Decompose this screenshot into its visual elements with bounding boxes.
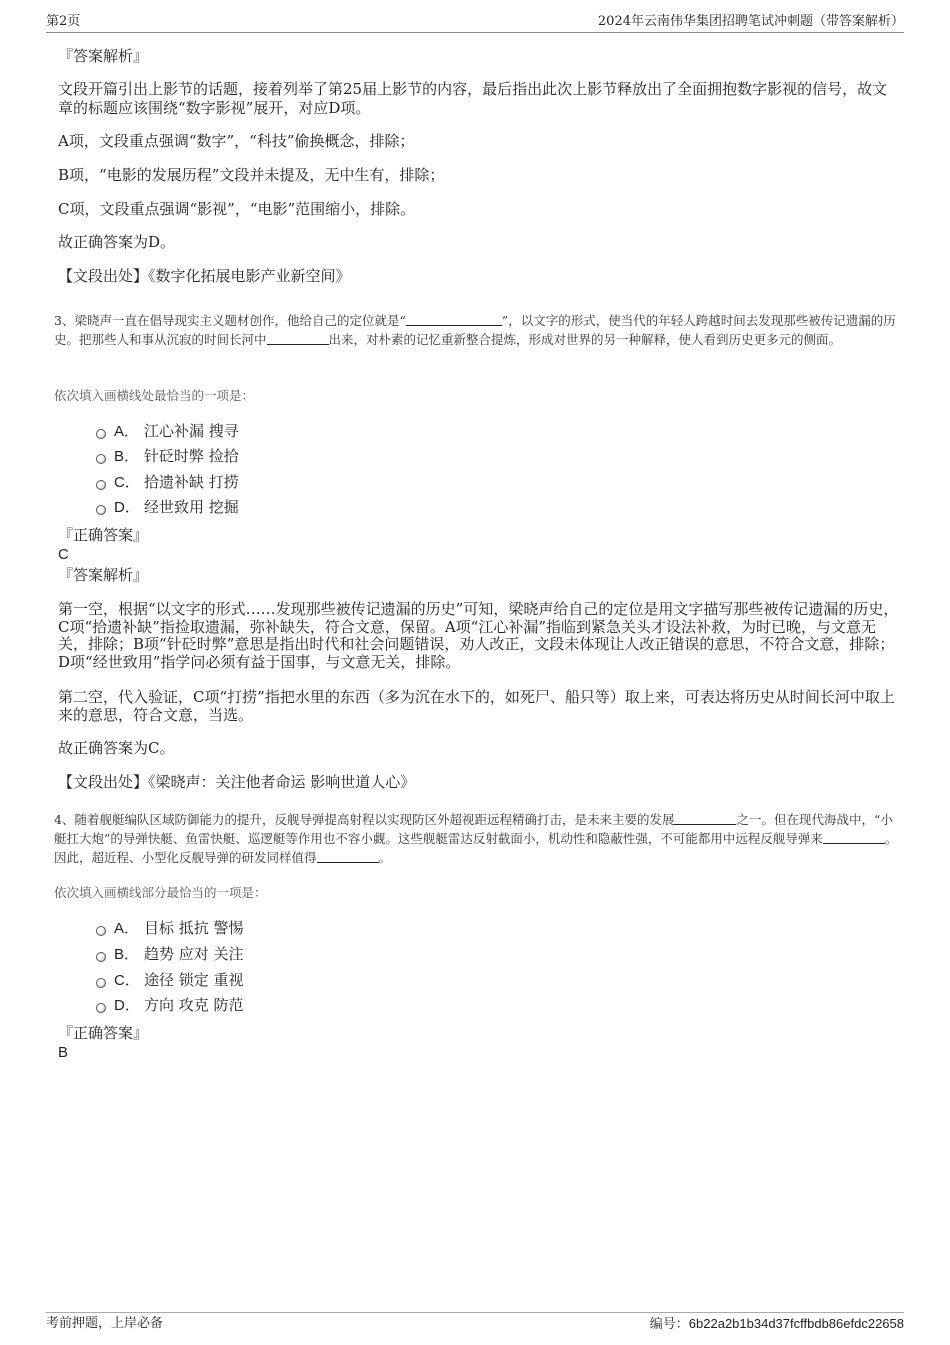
analysis-option-c: C项，文段重点强调“影视”，“电影”范围缩小，排除。 — [58, 200, 416, 218]
radio-icon[interactable] — [96, 952, 106, 962]
option-b[interactable]: B． 趋势 应对 关注 — [96, 945, 244, 964]
fill-blank — [674, 812, 736, 825]
option-d[interactable]: D． 方向 攻克 防范 — [96, 996, 244, 1015]
fill-blank — [317, 850, 379, 863]
question-4-stem: 4、随着舰艇编队区域防御能力的提升，反舰导弹提高射程以实现防区外超视距远程精确打击，是未来主要的发展 之一。但在现代海战中，“小艇扛大炮”的导弹快艇、鱼雷快艇、巡逻艇等作用也不容小觑。这些舰艇雷达反射截面小，机动性和隐蔽性强，不可能都用中远程反舰导弹来 。因此，超近程、小型化反舰导弹的研发同样值得 。 — [54, 812, 898, 865]
question-4-prompt: 依次填入画横线部分最恰当的一项是： — [54, 885, 267, 900]
source-citation: 【文段出处】《数字化拓展电影产业新空间》 — [58, 267, 351, 285]
conclusion: 故正确答案为C。 — [58, 739, 175, 757]
correct-answer: C — [58, 546, 69, 563]
radio-icon[interactable] — [96, 454, 106, 464]
option-a[interactable]: A． 江心补漏 搜寻 — [96, 422, 239, 441]
question-3-stem: 3、梁晓声一直在倡导现实主义题材创作，他给自己的定位就是“ ”，以文字的形式，使当代的年轻人跨越时间去发现那些被传记遗漏的历史。把那些人和事从沉寂的时间长河中 出来，对朴素的记忆重新整合提炼，形成对世界的另一种解释，使人看到历史更多元的侧面。 — [54, 313, 896, 347]
question-3-prompt: 依次填入画横线处最恰当的一项是： — [54, 388, 255, 403]
correct-answer-label: 『正确答案』 — [58, 526, 149, 544]
document-code: 编号：6b22a2b1b34d37fcffbdb86efdc22658 — [649, 1316, 904, 1331]
correct-answer: B — [58, 1044, 69, 1061]
page-header — [46, 12, 904, 33]
radio-icon[interactable] — [96, 505, 106, 515]
radio-icon[interactable] — [96, 926, 106, 936]
analysis-paragraph: 第一空，根据“以文字的形式……发现那些被传记遗漏的历史”可知，梁晓声给自己的定位是用文字描写那些被传记遗漏的历史，C项“拾遗补缺”指捡取遗漏，弥补缺失，符合文意，保留。A项“江心补漏”指临到紧急关头才设法补救，为时已晚，与文意无关，排除；B项“针砭时弊”意思是指出时代和社会问题错误，劝人改正，文段未体现让人改正错误的意思，不符合文意，排除；D项“经世致用”指学问必须有益于国事，与文意无关，排除。 — [58, 600, 899, 671]
fill-blank — [406, 313, 502, 326]
radio-icon[interactable] — [96, 480, 106, 490]
analysis-paragraph: 第二空，代入验证，C项“打捞”指把水里的东西（多为沉在水下的，如死尸、船只等）取上来，可表达将历史从时间长河中取上来的意思，符合文意，当选。 — [58, 688, 895, 724]
fill-blank — [823, 831, 885, 844]
analysis-paragraph: 文段开篇引出上影节的话题，接着列举了第25届上影节的内容，最后指出此次上影节释放出了全面拥抱数字影视的信号，故文章的标题应该围绕“数字影视”展开，对应D项。 — [58, 80, 888, 117]
radio-icon[interactable] — [96, 978, 106, 988]
document-title: 2024年云南伟华集团招聘笔试冲刺题（带答案解析） — [597, 14, 904, 29]
fill-blank — [267, 332, 329, 345]
radio-icon[interactable] — [96, 429, 106, 439]
option-b[interactable]: B． 针砭时弊 捡拾 — [96, 447, 239, 466]
footer-slogan: 考前押题，上岸必备 — [46, 1316, 164, 1331]
radio-icon[interactable] — [96, 1003, 106, 1013]
analysis-label: 『答案解析』 — [58, 47, 149, 65]
option-c[interactable]: C． 途径 锁定 重视 — [96, 971, 244, 990]
conclusion: 故正确答案为D。 — [58, 233, 176, 251]
option-d[interactable]: D． 经世致用 挖掘 — [96, 498, 239, 517]
option-c[interactable]: C． 拾遗补缺 打捞 — [96, 473, 239, 492]
analysis-option-b: B项，“电影的发展历程”文段并未提及，无中生有，排除； — [58, 166, 445, 184]
analysis-label: 『答案解析』 — [58, 566, 149, 584]
source-citation: 【文段出处】《梁晓声：关注他者命运 影响世道人心》 — [58, 773, 416, 791]
correct-answer-label: 『正确答案』 — [58, 1024, 149, 1042]
analysis-option-a: A项，文段重点强调“数字”，“科技”偷换概念，排除； — [58, 132, 415, 150]
option-a[interactable]: A． 目标 抵抗 警惕 — [96, 919, 244, 938]
page-footer — [46, 1312, 904, 1335]
page-number: 第2页 — [46, 14, 81, 29]
